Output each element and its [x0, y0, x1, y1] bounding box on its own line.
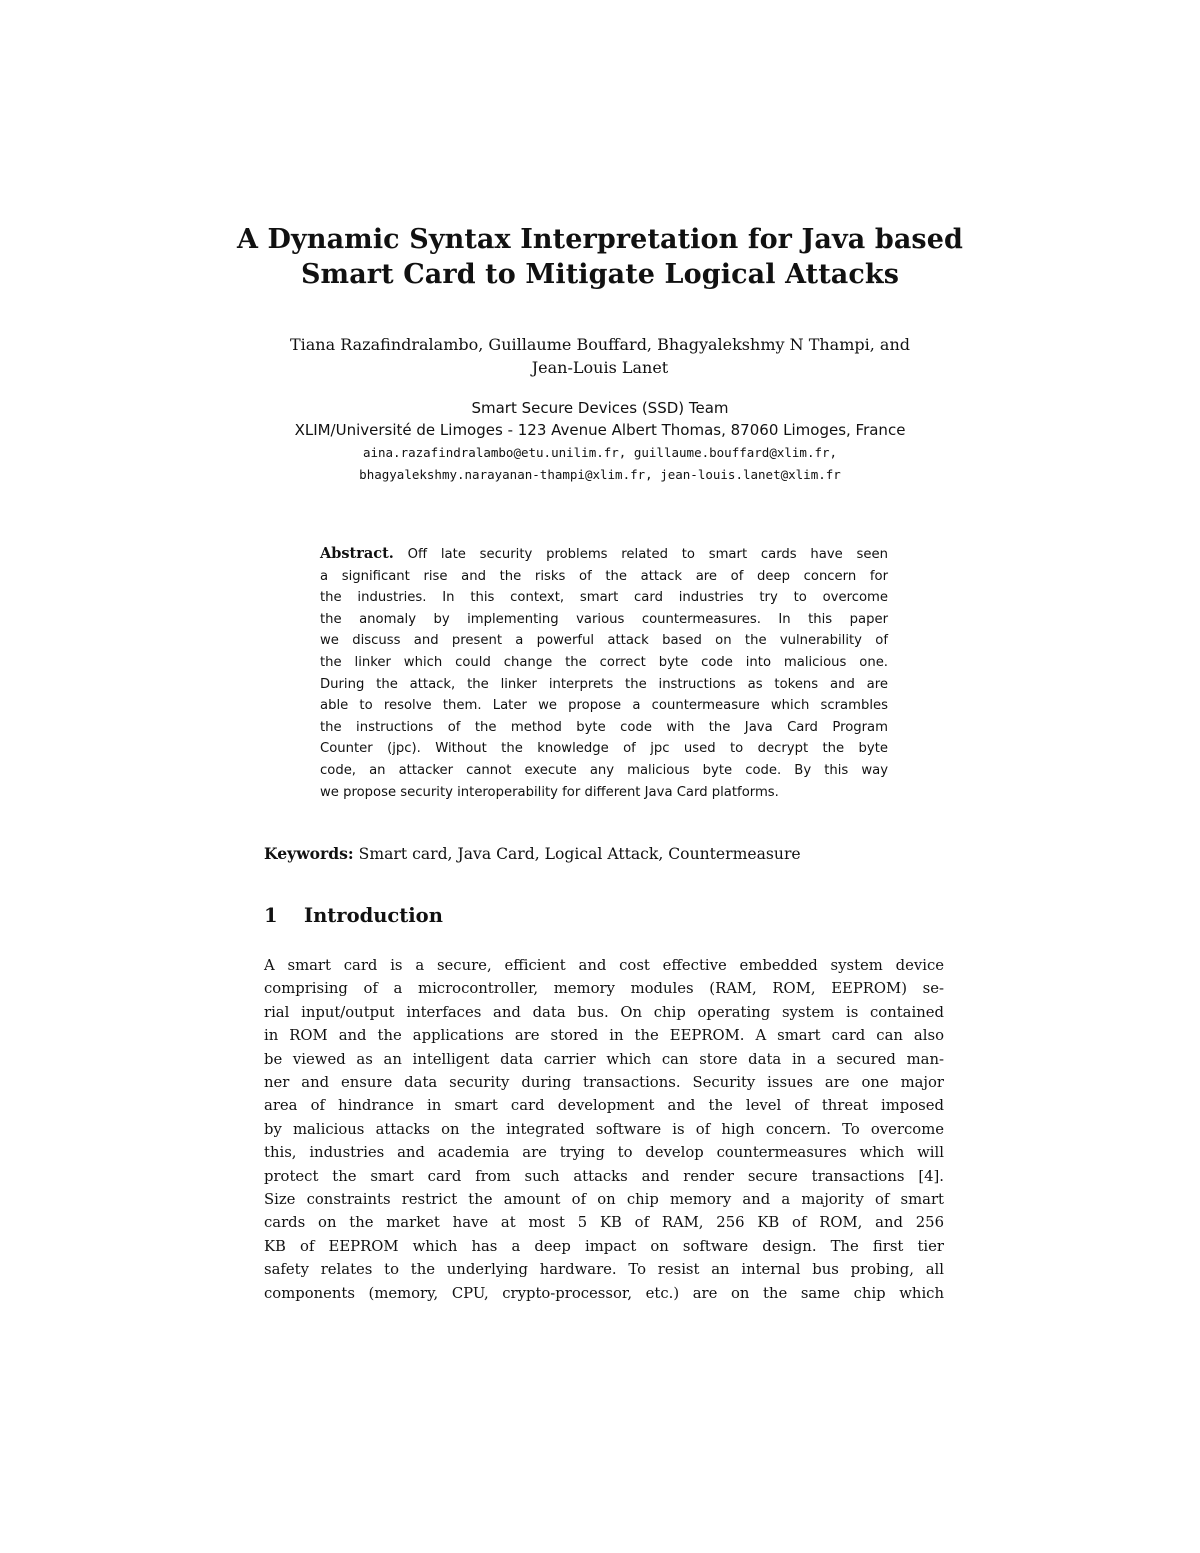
affiliation-line: XLIM/Université de Limoges - 123 Avenue Albert Thomas, 87060 Limoges, France: [294, 421, 906, 439]
abstract-line: the linker which could change the correct byte code into malicious one.: [320, 654, 888, 670]
abstract-text: Off late security problems related to smart cards have seen: [407, 547, 888, 562]
paragraph-line: protect the smart card from such attacks and render secure transactions [4].: [264, 1167, 944, 1185]
paragraph-line: safety relates to the underlying hardware. To resist an internal bus probing, all: [264, 1261, 944, 1279]
paragraph-line: be viewed as an intelligent data carrier which can store data in a secured man-: [264, 1050, 944, 1068]
paragraph-line: Size constraints restrict the amount of on chip memory and a majority of smart: [264, 1191, 944, 1209]
abstract-line: able to resolve them. Later we propose a countermeasure which scrambles: [320, 698, 888, 714]
affiliation-line: Smart Secure Devices (SSD) Team: [471, 399, 729, 417]
paragraph-line: by malicious attacks on the integrated software is of high concern. To overcome: [264, 1120, 944, 1138]
abstract-line: the anomaly by implementing various countermeasures. In this paper: [320, 611, 888, 627]
paragraph-line: in ROM and the applications are stored in the EEPROM. A smart card can also: [264, 1027, 944, 1045]
paragraph-line: ner and ensure data security during transactions. Security issues are one major: [264, 1074, 944, 1092]
author-list: [200, 333, 1000, 379]
section-heading: [264, 902, 443, 930]
author-line: Tiana Razafindralambo, Guillaume Bouffard, Bhagyalekshmy N Thampi, and: [289, 335, 911, 354]
author-emails: [200, 442, 1000, 486]
abstract-line: a significant rise and the risks of the attack are of deep concern for: [320, 568, 888, 584]
paper-title: [180, 222, 1020, 292]
intro-paragraph: [264, 954, 944, 1305]
abstract-line: the industries. In this context, smart card industries try to overcome: [320, 590, 888, 606]
abstract: [320, 543, 888, 803]
abstract-line: the instructions of the method byte code with the Java Card Program: [320, 719, 888, 735]
email-line: bhagyalekshmy.narayanan-thampi@xlim.fr, jean-louis.lanet@xlim.fr: [359, 467, 841, 482]
keywords: [264, 843, 944, 865]
author-line: Jean-Louis Lanet: [531, 358, 669, 377]
email-line: aina.razafindralambo@etu.unilim.fr, guillaume.bouffard@xlim.fr,: [362, 445, 838, 460]
abstract-line: [320, 543, 888, 566]
paragraph-line: A smart card is a secure, efficient and cost effective embedded system device: [264, 957, 944, 974]
paragraph-line: area of hindrance in smart card development and the level of threat imposed: [264, 1097, 944, 1115]
abstract-line: Counter (jpc). Without the knowledge of jpc used to decrypt the byte: [320, 741, 888, 757]
section-number: 1: [264, 904, 278, 927]
affiliation: [200, 397, 1000, 441]
abstract-line: we discuss and present a powerful attack based on the vulnerability of: [320, 633, 888, 649]
abstract-line: we propose security interoperability for different Java Card platforms.: [320, 784, 779, 800]
paragraph-line: KB of EEPROM which has a deep impact on software design. The first tier: [264, 1237, 944, 1255]
title-line: A Dynamic Syntax Interpretation for Java based: [236, 224, 963, 255]
keywords-text: Smart card, Java Card, Logical Attack, Countermeasure: [358, 845, 801, 863]
paragraph-line: cards on the market have at most 5 KB of RAM, 256 KB of ROM, and 256: [264, 1214, 944, 1232]
paragraph-line: comprising of a microcontroller, memory modules (RAM, ROM, EEPROM) se-: [264, 980, 944, 998]
paragraph-line: rial input/output interfaces and data bus. On chip operating system is contained: [264, 1003, 944, 1021]
keywords-label: Keywords:: [264, 844, 354, 863]
paragraph-line: components (memory, CPU, crypto-processor, etc.) are on the same chip which: [264, 1284, 944, 1302]
paragraph-line: this, industries and academia are trying to develop countermeasures which will: [264, 1144, 944, 1162]
abstract-line: During the attack, the linker interprets the instructions as tokens and are: [320, 676, 888, 692]
section-title: Introduction: [304, 904, 443, 927]
abstract-line: code, an attacker cannot execute any malicious byte code. By this way: [320, 762, 888, 778]
abstract-label: Abstract.: [320, 545, 394, 562]
title-line: Smart Card to Mitigate Logical Attacks: [300, 259, 900, 290]
